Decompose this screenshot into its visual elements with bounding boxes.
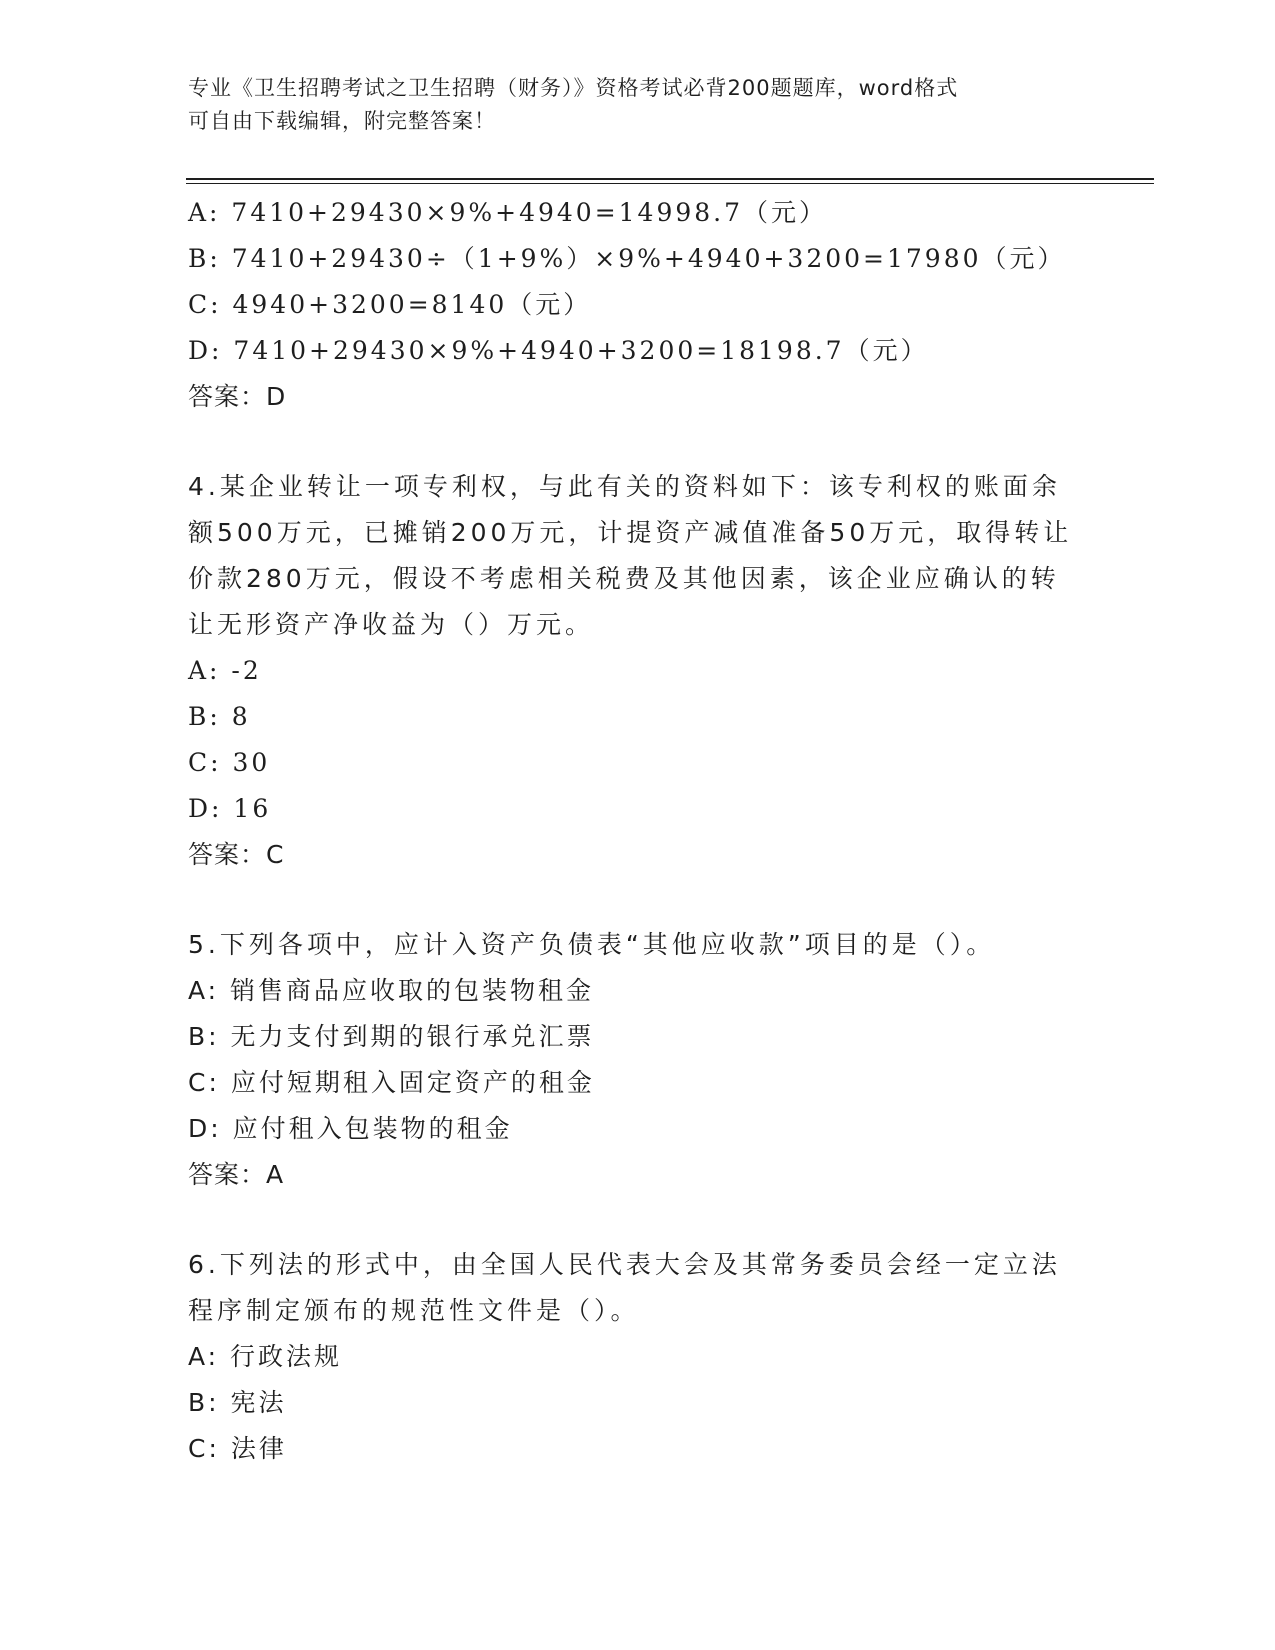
option-b: B: 8	[188, 702, 251, 731]
answer: 答案：A	[188, 1160, 285, 1189]
header-divider	[186, 178, 1154, 180]
question-3	[188, 190, 1088, 420]
option-d: D: 7410+29430×9%+4940+3200=18198.7（元）	[188, 336, 929, 365]
option-c: C: 30	[188, 748, 271, 777]
option-d: D: 16	[188, 794, 272, 823]
question-text-line: 程序制定颁布的规范性文件是（）。	[188, 1296, 640, 1325]
document-header	[188, 72, 1068, 138]
option-b: B: 无力支付到期的银行承兑汇票	[188, 1022, 595, 1051]
option-a: A: 7410+29430×9%+4940=14998.7（元）	[188, 198, 828, 227]
answer: 答案：C	[188, 840, 285, 869]
option-a: A: 销售商品应收取的包装物租金	[188, 976, 595, 1005]
question-text-line: 6.下列法的形式中，由全国人民代表大会及其常务委员会经一定立法	[188, 1250, 1061, 1279]
header-line-1: 专业《卫生招聘考试之卫生招聘（财务）》资格考试必背200题题库，word格式	[188, 76, 959, 100]
question-text-line: 价款280万元，假设不考虑相关税费及其他因素，该企业应确认的转	[188, 564, 1060, 593]
header-divider-thin	[186, 183, 1154, 184]
question-text-line: 4.某企业转让一项专利权，与此有关的资料如下：该专利权的账面余	[188, 472, 1061, 501]
option-b: B: 宪法	[188, 1388, 287, 1417]
option-c: C: 应付短期租入固定资产的租金	[188, 1068, 595, 1097]
option-a: A: 行政法规	[188, 1342, 343, 1371]
question-text-line: 5.下列各项中，应计入资产负债表“其他应收款”项目的是（）。	[188, 930, 996, 959]
option-b: B: 7410+29430÷（1+9%）×9%+4940+3200=17980（元）	[188, 244, 1066, 273]
answer: 答案：D	[188, 382, 287, 411]
option-c: C: 法律	[188, 1434, 287, 1463]
question-list	[188, 190, 1088, 1472]
question-text-line: 让无形资产净收益为（）万元。	[188, 610, 595, 639]
question-5	[188, 922, 1088, 1198]
option-d: D: 应付租入包装物的租金	[188, 1114, 513, 1143]
question-text-line: 额500万元，已摊销200万元，计提资产减值准备50万元，取得转让	[188, 518, 1073, 547]
option-c: C: 4940+3200=8140（元）	[188, 290, 592, 319]
question-4	[188, 464, 1088, 878]
option-a: A: -2	[188, 656, 262, 685]
question-6	[188, 1242, 1088, 1472]
header-line-2: 可自由下载编辑，附完整答案！	[188, 109, 496, 133]
